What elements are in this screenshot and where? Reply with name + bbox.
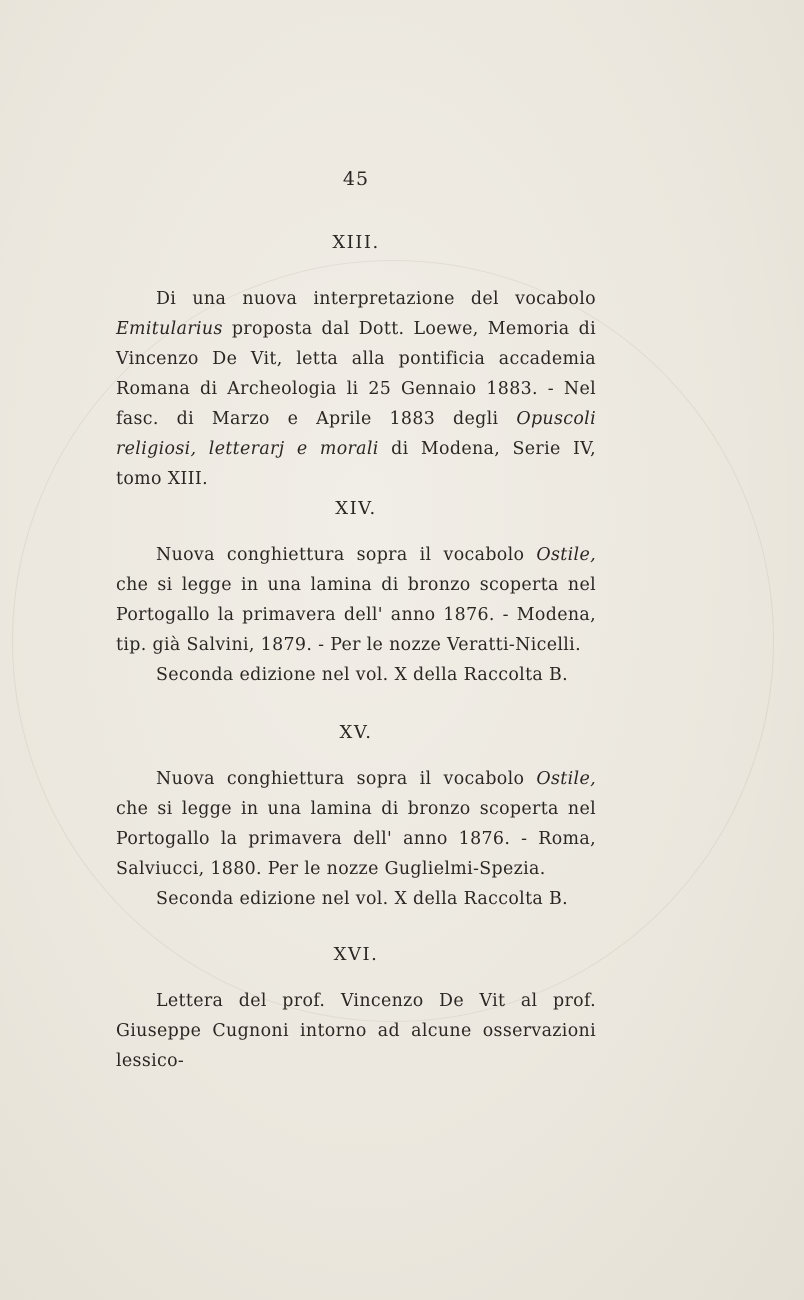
text-run: di Modena, Serie IV, tomo XIII.	[116, 439, 596, 489]
section-body-xiv	[116, 540, 596, 690]
section-heading-xv: XV.	[339, 722, 373, 743]
edition-note: Seconda edizione nel vol. X della Raccolta B.	[156, 665, 569, 685]
paragraph	[116, 540, 596, 660]
paragraph: Lettera del prof. Vincenzo De Vit al prof. Giuseppe Cugnoni intorno ad alcune osservazioni lessico-	[116, 991, 596, 1071]
section-body-xiii	[116, 284, 596, 494]
italic-title: Ostile,	[536, 545, 596, 565]
edition-note: Seconda edizione nel vol. X della Raccolta B.	[156, 889, 569, 909]
text-run: Nuova conghiettura sopra il vocabolo	[156, 769, 537, 789]
text-run: che si legge in una lamina di bronzo scoperta nel Portogallo la primavera dell' anno 1876. - Roma, Salviucci, 1880. Per le nozze Guglielmi-Spezia.	[116, 799, 596, 879]
text-run: Di una nuova interpretazione del vocabolo	[156, 289, 596, 309]
section-heading-xvi: XVI.	[333, 944, 379, 965]
section-heading-xiv: XIV.	[335, 498, 377, 519]
section-body-xvi	[116, 986, 596, 1076]
text-run: Nuova conghiettura sopra il vocabolo	[156, 545, 537, 565]
italic-title: Opuscoli religiosi, letterarj e morali	[116, 409, 596, 459]
text-run: che si legge in una lamina di bronzo scoperta nel Portogallo la primavera dell' anno 1876. - Modena, tip. già Salvini, 1879. - Per le nozze Veratti-Nicelli.	[116, 575, 596, 655]
section-heading-xiii: XIII.	[332, 232, 380, 253]
text-run: proposta dal Dott. Loewe, Memoria di Vincenzo De Vit, letta alla pontificia accademia Romana di Archeologia li 25 Gennaio 1883. - Nel fasc. di Marzo e Aprile 1883 degli	[116, 319, 596, 429]
paragraph	[116, 764, 596, 884]
paragraph	[116, 284, 596, 494]
section-body-xv	[116, 764, 596, 914]
page-number: 45	[342, 168, 370, 190]
italic-title: Ostile,	[536, 769, 596, 789]
italic-title: Emitularius	[116, 319, 223, 339]
